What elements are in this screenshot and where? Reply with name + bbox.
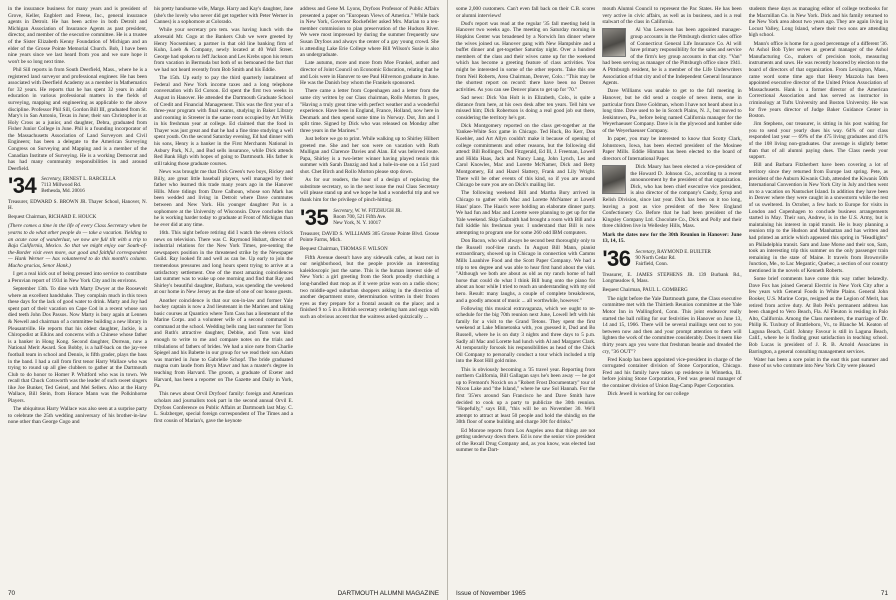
class-number: '36 [602, 245, 631, 271]
secretary-city: Bethesda, Md. 20016 [41, 188, 85, 195]
paragraph: Fred Knolp has been appointed vice-president in charge of the corrugated container division of Stone Corporation, Chicago. Fred and his family have taken up residence in Winnetka, Ill. before joining Stone Corporation, Fred was general manager of the container division of Union Bag-Camp Paper Corporation. [602, 356, 742, 390]
secretary-label: Secretary, [333, 207, 354, 214]
paragraph: While your secretary pro tem. was having lunch with the aforesaid Mr. Cogo at the Bankers Club we were greeted by Henry Nocseminer, a partner in that old line banking firm of Kuhn, Loeb & Company, newly located at 40 Wall Street. George had spoken to Jeff Jackson and Les Krebs upon his return from vacation in Bermuda but both of us bemoaned the fact that we had not heard recently from Bob Smith and his Eddie. [154, 27, 293, 73]
paragraph: Jim Stephens, our treasurer, is sitting in his post waiting for you to send your yearly dues his way. 64% of our class responded last year — 69% of the 475 living graduates and 41% of the 108 living non-graduates. Our average is slightly better than that of all alumni paying dues. The Class needs your support. [748, 121, 888, 161]
portrait-photo [602, 28, 626, 57]
secretary-name: RAYMOND E. BUILTER [657, 248, 711, 255]
class-number: '35 [300, 204, 329, 230]
page-number: 70 [8, 590, 16, 597]
paragraph: The following weekend Bill and Martha Bury arrived in Chicago to gather with Mac and Lorette McNamer at Lowell Haas' place. The Haas's were holding an elaborate dinner party. We had fun and Mac and Lorette were planning to get up for the Yale weekend. Skip Galbraith had brought a room with Bill and a full kiddie his freshman year. I understand that Bill is now attempting to program one for some 260 odd IBM computers. [456, 190, 596, 236]
paragraph: Dud's report was read at the regular '35 fall meeting held in Hanover two weeks ago. The meeting on Saturday morning in Hopkins Center was broadened by a Norwich Inn dinner where the wives joined us. Hanover gang with New Hampshire and a buffet dinner and get-together Saturday night. Over a hundred members of the class and their wives came up for the weekend which has become a greeting feature of class activities. You might be interested in some of the other reports. Take this one from Neil Roberts, Area Chairman, Denver, Colo.: "This may be the shortest report on record: there have been no Denver activities. As you can see Denver plans to get up for '70." [456, 20, 596, 93]
paragraph: As for our readers, the hour of a design of replacing the substitute secretary, so in the next issue the real Class Secretary will please stand up and we hope he had a wonderful trip and we thank him for the privilege of pinch-hitting. [300, 177, 439, 203]
bequest-chairman: Bequest Chairman, PAUL L. GOMBERG [602, 286, 688, 293]
right-column-1 [456, 6, 595, 578]
class-secretary-block [636, 249, 711, 267]
paragraph: This is obviously becoming a '35 travel year. Reporting from northern California, Bill Gallagan says he's been away — he got up to Fremont's Noxich on a "Robert Frost Documentary" tour of Nixon Lake and "the Island," where he saw Sol Hannah. For the first '35'ers around San Francisco he and Dave Smith have decided to cook up a party to publicize the 30th reunion. "Hopefully," says Bill, "this will be on November 30. We'll attempt to attract at least 50 people and hold the shindig on the 30th floor of some building and charge 30¢ for drinks." [456, 366, 596, 426]
paragraph: I get a real kick out of being pressed into service to contribute a Peruvian report of 1934 in New York City and its environs. [8, 271, 147, 284]
paragraph: The 15th. Up early to pay the third quarterly instalment of Federal and New York income taxes and a long telephone conversation with Ed Corson. Ed spent the first two weeks in August in Hanover. He attended the Dartmouth Graduate School of Credit and Financial Management. This was the first year of a three-year program with final exams, studying in Baker Library and rooming in Streeter in the same room occupied by Art Willis in his freshman year at college. Ed claimed that the food in Thayer was just great and that he had a fine time studying a well spent youth. On the second Saturday evening, Ed had dinner with his sons, Henry is a banker in the First Merchants National in Asbury Park, N.J., and Bud sells insurance, while Dick attends Red Bank High with hopes of going to Dartmouth. His father is still taking those graduate courses. [154, 75, 293, 167]
class-number: '34 [8, 173, 37, 199]
paragraph: Following this musical extravaganza, which we ought to re-schedule for the big 70th reunion next June, Lowell left with his family for a visit to the Grand Tetons. They spent the first weekend at Lake Minnetonka with, you guessed it, Dud and Bo Russell, where he is on duty 3 nights and three days to 5 p.m. Sadly all Mac and Lorette had lunch with Al and Margaret Clark. Al temporarily forsook his responsibilities as head of the Chick Oil Company to personally conduct a tour which included a trip into the Root Hill gold mine. [456, 305, 596, 365]
class-treasurer: Treasurer, EDWARD S. BROWN JR. Thayer School, Hanover, N. H. [8, 199, 147, 212]
paragraph: The night before the Yale Dartmouth game, the Class executive committee met with the Thirtieth Reunion committee at the Yale Motor Inn in Wallingford, Conn. This joint endeavor really started the ball rolling for our festivities in Hanover on June 13, 14 and 15, 1966. There will be several mailings sent out to you between now and then and your prompt attention to them will lighten the work of the committee considerably. Does it seem like thirty years ago you wore that freshman beanie and dreaded the cry, "36 OUT"? [602, 295, 742, 355]
paragraph: September 13th. To dine with Marty Dwyer at the Roosevelt where an excellent handshake. They complain much in this town these days for the lack of good water to drink. Marty and Joy had spent part of their vacation on Cape Cod in a recent whose son died teeth John Dos Passos. Now Marty is busy again at Lennen & Newell and chairman of a committee building a new library in Pleasantville. He reports that his oldest daughter, Jackie, is a Chiropodist at Elkins and concerns with a Chinese whose father is a banker in Hong Kong. Second daughter, Dorrean, now a National Merit Award. Son Bobby, is a half-back on the jay-vee football team in school and Dennis, is fifth grader, plays the bass in the band. I had a call from first tenor Harry Wallace who was trying to round up all glee clubbers to gather at the Dartmouth Club to do honor to Homer P. Whitford who was in town. We recall that Chuck Cotsworth was the leader of such sweet singers like Joe Bunker, Ted Geisel, and Mel Sellers. Also at the Harry Wallace, Bill Stein, from Horace Mann was the Polkinhorne Players. [8, 285, 147, 405]
paragraph: Fifth Avenue doesn't have any sidewalk cafes, at least not in our neighborhood, but the people provide an interesting kaleidoscopic just the same. This is the human interest side of New York: a girl greeting from the Stork proudly clutching a long-handled dust mop as if it were prize won on a radio show; two middle-aged suburban shoppers asking in the direction of another department store, determination written in their frozen eyes as they prepare for a frontal assault on the place; and a finished 9 to 5 in a British secretary ordering ham and eggs with such an obvious accent that the waitress asked quizzically ... [300, 254, 439, 320]
paragraph: Phil Sill reports in from South Deerfield, Mass., where he is a registered land surveyor and professional engineer. He has been associated with Deerfield Academy as a member in Mathematics for 32 years. He reports that he has spent 32 years in adult education in various professional matters in the fields of surveying, mapping and engineering as applicable to the above discipline. Professor Phil Sill, Gordon Bill III, graduated from St. Mary's in San Antonio, Texas in June; their son Christopher is at Holy Cross as a junior, and daughter, Debra, graduated from Fisher Junior College in June. Phil is a founding incorporator of the Massachusetts Association of Land Surveyors and Civil Engineers; has been a delegate to the American Surveying Congress on Surveying and Mapping and is a member of the Canadian Institute of Surveying. He is a working Democrat and has had many community responsibilities in and around Deerfield. [8, 66, 147, 172]
editor-note: (There comes a time in the life of every Class Secretary when he yearns to do what other people do — take a vacation. Yielding to an acute case of wanderlust, we now are full tilt with a trip to Baja California, Mexico. So that we might enjoy our South-of-the-Border visit even more, our good and faithful correspondent — Hank Werner — has volunteered to do this month's column. Mucho gracias, Senor Hank.) [8, 223, 147, 269]
left-column-1 [8, 6, 147, 578]
bequest-chairman: Bequest Chairman, THOMAS F. WILSON [300, 245, 388, 252]
paragraph: Some brief comments have come this way rather belatedly. Dave Fox has joined General Electric in New York City after a few years with General Foods in White Plains. General John Booker, U.S. Marine Corps, resigned as the Legion of Merit, has retired from active duty. At Bob Pek's permanent address has been changed to Vero Beach, Fla. Al Fleuton is residing in Palo Alto, California. Among the Class members, the marriage of Dr. Philip K. Tuxbury of Brattleboro, Vt., to Blanche M. Keaton of Laguna Beach, Calif. Johnny Favour is still in Laguna Beach, Calif., where he is finding great satisfaction in teaching school. Bob Lucas is president of J. R. B. Arnold Associates in Barrington, a general consulting management services. [748, 276, 888, 355]
paragraph: Late autumn, more and more from Moe Frankel, author and director of Joint Council on Economic Education, relating that he and Lois were in Hanover to see Paul Hilverson graduate in June. He was the Danish boy whom the Frankels sponsored. [300, 60, 439, 87]
secretary-city: New York, N. Y. 10017 [333, 219, 381, 226]
paragraph: Sad news: Dick Van Holt is in Elizabeth, Colo., is quite a distance from here, at his own desk after ten years. Tell him we missed him; Dick Robertson is doing a real good job out there, considering the territory he's got. [456, 94, 596, 121]
secretary-name: W. W. FITZHUGH JR. [354, 207, 402, 214]
paragraph: Bill and Barbara Fitzherbert have been covering a lot of territory since they returned from Europe last spring. Pete, as president of the Auburn Kiwanis Club, attended the Kiwanis 50th International Convention in New York City in July and then went on to a vacation on Nantucket Island. In addition they have been in Denver where they were caught in a snowstorm while the rest of us sweltered. In October, a few back to Europe for visits in London and Copenhagen to conclude business arrangements started in May. Their son, Andrew, is in the U.S. Army, but is maintaining his interest in rapid transit. He is busy planning a reunion trip to the Hudson and Manhattan and has written and had printed an article which appeared this spring in "Headlights" on Philadelphia transit. Sam and Jane Morse and their son, Sam, took an interesting trip this summer on the only passenger train remaining in the state of Maine. It travels from Brownville Junction, Me., to Lac Megantic, Quebec, a section of our country mentioned in the novels of Kenneth Roberts. [748, 162, 888, 274]
paragraph: Mann's office is home for a good percentage of a different '36. At Ashol Bob Tyler serves as general manager of the Ashol Manufacturing Co., makers of precision tools, measuring instruments and saws. He was recently honored by election to the board of directors of that organization. From Lexington, Mass., came word some time ago that Henry Mazzola has been appointed executive director of the United Prison Association of Massachusetts. Hank is a former director of the American Correctional Association and has served as instructor in criminology at Tufts University and Boston University. He was for five years director of Judge Baker Guidance Center in Boston. [748, 40, 888, 120]
paragraph: Ed Monroe reports from Los Angeles area that things are not getting underway down there. Ed is now the senior vice president of the Rexall Drug Company and, as you know, was elected last summer to the Dart- [456, 427, 596, 454]
paragraph: 16th. This night before retiring did I watch the eleven o'clock news on television. There was C. Raymond Hubart, director of industrial relations for the New York Times, pre-senting the newspapers position in the threatened strike by the Newspaper Guild. Ray looked fit and well as can be. Up early to join the tremendous pressures and long hours spent trying to arrive at a satisfactory settlement. One of the most amazing coincidences last summer was to wake up one morning and find that Ray and Shirley's beautiful daughter, Barbara, was spending the weekend at our home in New Jersey as the date of one of our house guests. [154, 229, 293, 296]
class-treasurer: Treasurer, E. JAMES STEPHENS JR. 139 Burbank Rd., Longmeadow 6, Mass. [602, 271, 742, 284]
reunion-notice: Mark the dates now for the 30th Reunion in Hanover: June 13, 14, 15. [602, 231, 742, 245]
secretary-name: ERNEST L. BARCELLA [62, 176, 116, 183]
right-column-3 [749, 6, 888, 578]
paragraph: Dick Jewell is working for our college [607, 391, 689, 398]
secretary-label: Secretary, [41, 176, 62, 183]
paragraph: News was brought me that Dick Green's two boys, Rickey and Billy, are great little baseball players, well managed by their father who learned this trade many years ago in the Hanover Hills. More tidings from Dave Calhoun, whose son Mark has been wedded and living in Detroit where Dave commutes between and New York. His younger daughter Pat is a sophomore at the University of Wisconsin. Dave concludes that he is working harder today to graduate at Front of Michigan than he ever did at any time. [154, 169, 293, 228]
right-page-footer [456, 590, 888, 597]
left-column-2 [154, 6, 293, 578]
paragraph: There came a letter from Copenhagen and a letter from the same city written by our Class chairman, Rollo Morton. It goes, "Having a truly great time with perfect weather and a wonderful experience. Have been in England, France, Holland, now here in Denmark and then spend some time in Norway. Dot, Jim and I split time. Signed by Dick who was released on Monday after three years in the Marines." [300, 88, 439, 134]
secretary-city: Fairfield, Conn. [635, 260, 668, 267]
class-35-header [300, 204, 439, 230]
class-36-header [602, 245, 741, 271]
magazine-name: DARTMOUTH ALUMNI MAGAZINE [337, 590, 439, 597]
paragraph: This news about Orvil Dryfoos' family: foreign and American scholars and journalists took part in the second annual Orvil E. Dryfoos Conference on Public Affairs at Dartmouth last May. C. L. Sulzberger, special foreign correspondent of The Times and a first cousin of Marian's, gave the keynote [154, 391, 293, 424]
left-page-footer [8, 590, 439, 597]
paragraph-text: Dick Maury has been elected a vice-president of the Howard D. Johnson Co., according to a recent announcement by the president of that organization. Dick, who has been chief executive vice president, is also director of the company's Candy, Syrup and Relish Division, since last year. Dick has been on it too long, leaving a post as vice president of the New England Confectionery Co. Before that he had been president of the Kingsley Company Ltd. Chocolate Co., Dick and Polly and their three children live in Wellesley Hills, Mass. [602, 164, 742, 230]
paragraph [602, 27, 741, 86]
paragraph: Dick Montgomery reported on the class get-together at the Yankee-White Sox game in Chicago. Ted Huck, Bo Kerr, Don Koehler, and Art Allyn couldn't make it because of opening of college commitments and other reasons, but the following did attend: Bill Bollinger, Dud Fitzgerald, Ed Ill, J. Freeman, Lowell and Hilda Haas, Jack and Nancy Lang, John Lynch, Les and Carol Knowles, Mac and Lorette McNamer, Dick and Betty Montgomery, Ed and Hazel Slattery, Frank and Lily Wright. There will be other events of this kind, so if you are around Chicago be sure you are on Dick's mailing list. [456, 122, 596, 189]
paragraph: The ubiquitous Harry Wallace was also seen at a surprise party to celebrate the 25th wedding anniversary of his brother-in-law none other than George Cogo and [8, 406, 147, 426]
paragraph: Water has been a sore point in the east this past summer and those of us who commute into New York City were pleased [748, 356, 888, 370]
portrait-photo [602, 165, 626, 194]
secretary-label: Secretary, [635, 248, 656, 255]
paragraph: Another coincidence is that our son-in-law and former Yale hockey captain is now a 2nd lieutenant in the Marines and taking basic courses at Quantico where Tom Cass has a lieutenant of the Marine Corps. and a volunteer wife of a second command in command at the school. Wedding bells rang last summer for Tom and Ruth's attractive daughter, Debbie, and Tom was kind enough to write to me and compare notes on the trials and tribulations of fathers of brides. We had a nice note from Charlie Spiegel and his Babette in our group for we read their son Adam was married in June to Gabrielle Schopf. The bride graduated magna cum laude from Bryn Mawr and has a master's degree in teaching from Harvard. The groom, a graduate of Exeter and Harvard, has been a reporter on The Gazette and Daily in York, Pa. [154, 297, 293, 390]
paragraph: students these days as managing editor of college textbooks for the Macmillan Co. in New York. Dick and his family returned to the New York area about two years ago. They are again living in Locust Valley, Long Island, where their two sons are attending high school. [748, 6, 888, 39]
paragraph: address and Gene M. Lyons, Dryfoos Professor of Public Affairs presented a paper on "European Views of America." While back in New York, Governor Rockefeller asked Mrs. Marian to a ten-member commission to plan preservation of the Hudson River. We were most impressed by during the summer frequently saw Susan Dryfoos and always the center of a gay young crowd. She is attending Lake Erie College where Bill Wilson's Susie is also an undergraduate. [300, 6, 439, 59]
class-secretary-block [333, 208, 402, 226]
left-column-3 [300, 6, 439, 578]
page-number: 71 [880, 590, 888, 597]
secretary-address: 7113 Millwood Rd. [41, 182, 82, 189]
secretary-address: Room 700, 521 Fifth Ave. [333, 213, 387, 220]
paragraph: his pretty handsome wife, Marge. Harry and Kay's daughter, Jane (she's the lovely who never did get together with Peter Werner in Cannes) is a sophomore at Colorado. [154, 6, 293, 26]
paragraph [602, 164, 741, 230]
paragraph: Just before we go to print. While walking up to Shirley Hilbert greeted me. She and her son were on vacation with Ruth Mulligan and Clarence Davies and Alan. Ed was beloved route. Papa, Shirley is a two-letter winner having played tennis this summer with Sarah Danzig and had a hole-in-one on a 154 yard shot. Chet Birch and Rollo Morton please stop down. [300, 136, 439, 176]
issue-date: Issue of November 1965 [456, 590, 526, 597]
paragraph-text: Al Van Leeuwen has been appointed manager-group accounts in the Pittsburgh district sales office of Connecticut General Life Insurance Co. Al will have primary responsibility for the sales and service of the firm's key group accounts in that city. "Van" had been serving as manager of the Pittsburgh office since 1941. A Pittsburgh resident, he is a member of the Life Underwriters Association of that city and of the Independent General Insurance Agents. [602, 27, 742, 87]
class-secretary-block [41, 176, 116, 194]
paragraph: Dave Williams was unable to get to the fall meeting in Hanover, but he did send a couple of news items, one in particular from Dave Goldman, whom I have not heard about in a long time. Dave used to be in Scotch Plains, N. J., but moved to Jenkintown, Pa., before being named California manager for the Weyerhaeuser Company. Dave is in the plywood and lumber side of the Weyerhaeuser Company. [602, 88, 742, 134]
class-34-header [8, 173, 147, 199]
paragraph: some 2,000 customers. Can't even fall back on their C.B. scores or alumni interviews! [456, 6, 596, 19]
paragraph: Don Bacon, who will always be second best thoroughly only to the Russell roof-line ranch. In August Bill Mann, pianist extraordinary, showed up in Chicago in connection with Camms Mills Loanhive Food and the Scott Paper Company. We had a trip to ten degree and was able to hear first hand about the visit. "Although we both are about as old as my ranch home of half horse that could do what I think Bill hung onto the piano for about an hour while I tried to reach an understanding with my old hero. Result: many laughs, a couple of complete breakdowns, and a goodly amount of music ... all worthwhile, however." [456, 238, 596, 304]
class-treasurer: Treasurer, DAVID S. WILLIAMS 305 Grosse Pointe Blvd. Grosse Pointe Farms, Mich. [300, 230, 439, 243]
right-column-2 [602, 6, 741, 578]
paragraph: in the insurance business for many years and is president of Grove, Keller, Engblert and Freese, Inc., general insurance agents in Detroit. He has been active in both Detroit and Michigan Association of Insurance Agents as past president, director, and member of the executive committee. He is a trustee of the Sister Elizabeth Kenny Foundation of Michigan and an elder of the Grosse Pointe Memorial Church. Bob, I have been nine years since we last heard from you and we sure hope it won't be so long next time. [8, 6, 147, 65]
right-page [448, 0, 896, 600]
paragraph: mouth Alumni Council to represent the Pac States. He has been very active in civic affairs, as well as in business, and is a real stalwart of the class in California. [602, 6, 742, 26]
bequest-chairman: Bequest Chairman, RICHARD E. HOUCK [8, 214, 97, 221]
secretary-address: 90 North Cedar Rd. [635, 254, 676, 261]
paragraph: In paper, you may be interested to know that Scotty Clark, Johnstown, Iowa, has been elected president of the Mosinee Paper Mills. Eddie Hinman has been elected to the board of directors of International Paper. [602, 136, 742, 162]
